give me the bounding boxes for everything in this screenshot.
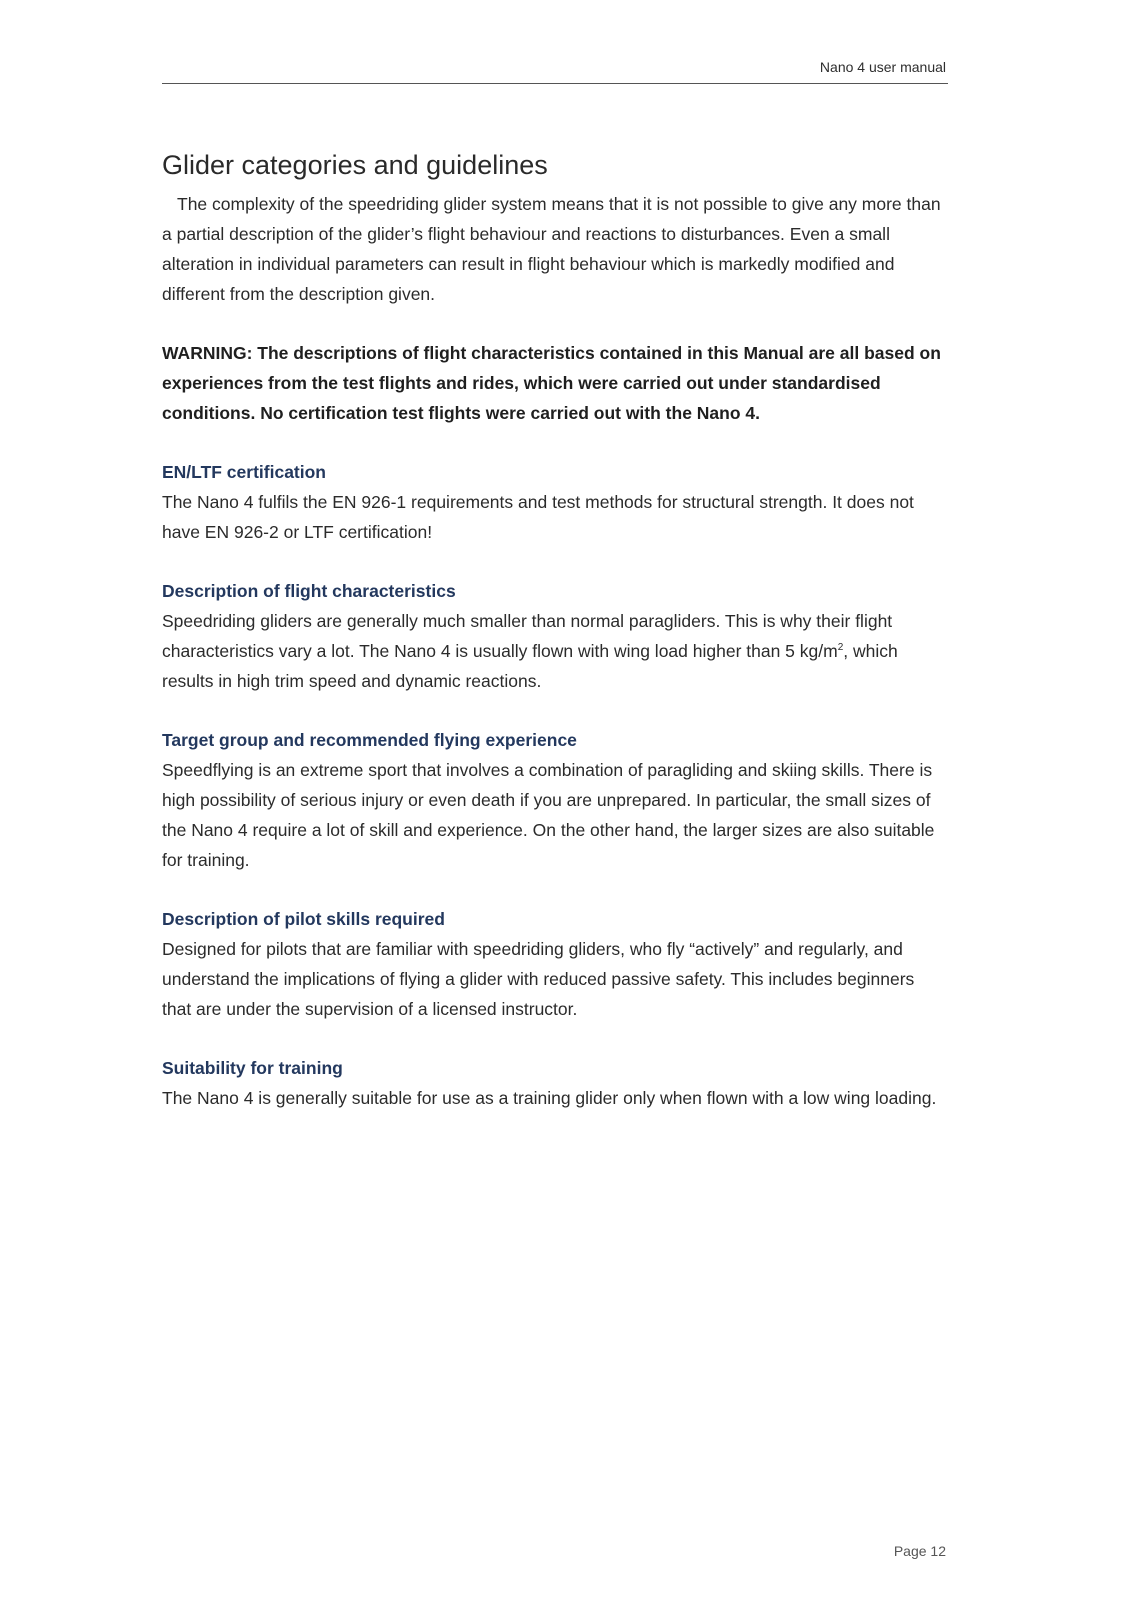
page-title: Glider categories and guidelines xyxy=(162,150,548,180)
running-header: Nano 4 user manual xyxy=(819,59,946,75)
section-body: Speedflying is an extreme sport that involves a combination of paragliding and skiing skills. There is high possibility of serious injury or even death if you are unprepared. In particular, the small sizes of the Nano 4 require a lot of skill and experience. On the other hand, the larger sizes are also suitable for training. xyxy=(162,760,935,870)
section-heading: Target group and recommended flying experience xyxy=(162,730,577,750)
section-heading: Description of flight characteristics xyxy=(162,581,456,601)
section-body-text: , which results in high trim speed and dynamic reactions. xyxy=(162,641,898,691)
section-flight-characteristics xyxy=(162,576,948,696)
section-target-group xyxy=(162,725,948,875)
section-body: The Nano 4 fulfils the EN 926-1 requirements and test methods for structural strength. It does not have EN 926-2 or LTF certification! xyxy=(162,492,914,542)
section-body-text: Speedriding gliders are generally much smaller than normal paragliders. This is why their flight characteristics vary a lot. The Nano 4 is usually flown with wing load higher than 5 kg/m xyxy=(162,611,893,661)
intro-paragraph: The complexity of the speedriding glider system means that it is not possible to give any more than a partial description of the glider’s flight behaviour and reactions to disturbances. Even a small alteration in individual parameters can result in flight behaviour which is markedly modified and different from the description given. xyxy=(162,194,941,304)
superscript: 2 xyxy=(837,642,844,654)
page-content xyxy=(162,147,948,1113)
section-pilot-skills xyxy=(162,904,948,1024)
warning-paragraph: WARNING: The descriptions of flight characteristics contained in this Manual are all based on experiences from the test flights and rides, which were carried out under standardised conditions. No certification test flights were carried out with the Nano 4. xyxy=(162,343,941,423)
section-body: Designed for pilots that are familiar with speedriding gliders, who fly “actively” and regularly, and understand the implications of flying a glider with reduced passive safety. This includes beginners that are under the supervision of a licensed instructor. xyxy=(162,939,915,1019)
page-number: Page 12 xyxy=(893,1543,946,1559)
section-heading: Suitability for training xyxy=(162,1058,343,1078)
section-body xyxy=(162,606,948,696)
section-en-ltf-certification xyxy=(162,457,948,547)
section-heading: Description of pilot skills required xyxy=(162,909,445,929)
header-divider xyxy=(162,83,948,84)
section-body: The Nano 4 is generally suitable for use as a training glider only when flown with a low wing loading. xyxy=(162,1088,937,1108)
section-training-suitability xyxy=(162,1053,948,1113)
section-heading: EN/LTF certification xyxy=(162,462,326,482)
